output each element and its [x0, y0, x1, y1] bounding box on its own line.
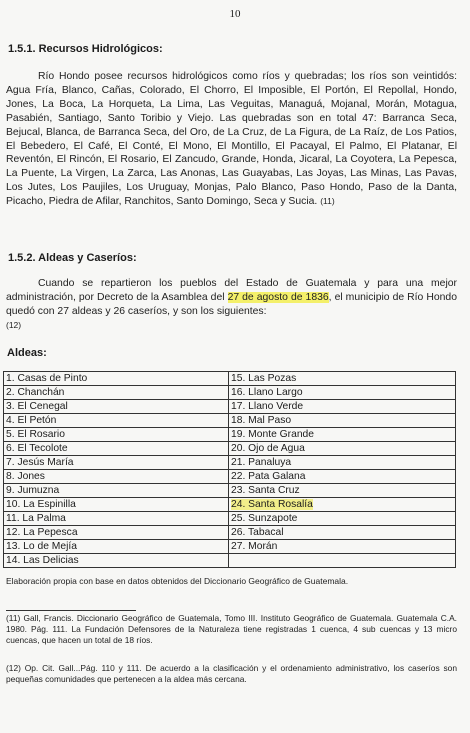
- aldea-cell: [4, 498, 229, 512]
- aldea-cell: [4, 456, 229, 470]
- footnote-ref-12: (12): [6, 319, 22, 330]
- aldea-cell: [4, 540, 229, 554]
- footnote-12: (12) Op. Cit. Gall...Pág. 110 y 111. De acuerdo a la clasificación y el ordenamiento administrativo, los caseríos son pequeñas comunidades que pertenecen a la aldea más cercana.: [6, 663, 457, 684]
- aldeas-table: [3, 371, 456, 568]
- table-row: [4, 470, 456, 484]
- section-text-aldeas-caserios: [6, 277, 457, 333]
- aldea-cell: [4, 428, 229, 442]
- aldea-name: 22. Pata Galana: [231, 471, 306, 482]
- aldea-name: 26. Tabacal: [231, 527, 284, 538]
- aldea-name: 7. Jesús María: [6, 457, 74, 468]
- aldea-name: 12. La Pepesca: [6, 527, 78, 538]
- aldea-cell: [4, 400, 229, 414]
- aldea-name: 15. Las Pozas: [231, 373, 297, 384]
- aldeas-text-before: Cuando se repartieron los pueblos del Estado de Guatemala y para una mejor administración, por Decreto de la Asamblea del: [6, 278, 457, 303]
- aldea-name: 24. Santa Rosalía: [231, 499, 313, 510]
- aldea-cell: [229, 414, 456, 428]
- aldea-name: 16. Llano Largo: [231, 387, 303, 398]
- aldea-cell: [229, 470, 456, 484]
- aldea-cell: [229, 526, 456, 540]
- table-row: [4, 442, 456, 456]
- hidro-text: Río Hondo posee recursos hidrológicos como ríos y quebradas; los ríos son veintidós: Agua Fría, Blanco, Cañas, Colorado, El Chorro, El Imposible, El Portón, El Repollal, Hondo, Jones, La Boca, La Horqueta, La Lima, Las Veguitas, Managuá, Mojanal, Morán, Motagua, Pasabién, Santiago, Santo Toribio y Viejo. Las quebradas son en total 47: Barranca Seca, Bejucal, Blanca, de Barranca Seca, del Oro, de La Cruz, de La Figura, de La Raíz, de Los Patios, El Bebedero, El Café, El Conté, El Mono, El Montillo, El Pacayal, El Palmo, El Platanar, El Reventón, El Rincón, El Rosario, El Zancudo, Grande, Honda, Jicaral, La Coyotera, La Pepesca, La Puente, La Virgen, La Zarca, Las Anonas, Las Guayabas, Las Joyas, Las Minas, Las Pavas, Los Jutes, Los Paujiles, Los Uruguay, Monjas, Palo Blanco, Paso Hondo, Paso de la Danta, Picacho, Piedra de Afilar, Ranchitos, Santo Domingo, Seca y Sucia.: [6, 71, 457, 208]
- footnote-ref-11: (11): [320, 196, 335, 207]
- aldea-cell: [229, 442, 456, 456]
- aldea-cell: [229, 386, 456, 400]
- aldea-cell: [229, 540, 456, 554]
- aldeas-table-body: [4, 372, 456, 568]
- aldea-cell: [229, 512, 456, 526]
- aldea-cell: [4, 554, 229, 568]
- aldea-cell: [4, 386, 229, 400]
- table-source-note: Elaboración propia con base en datos obtenidos del Diccionario Geográfico de Guatemala.: [6, 576, 349, 586]
- table-row: [4, 372, 456, 386]
- table-row: [4, 456, 456, 470]
- section-heading-aldeas-caserios: 1.5.2. Aldeas y Caseríos:: [8, 252, 137, 264]
- aldea-cell: [4, 512, 229, 526]
- aldea-cell: [229, 456, 456, 470]
- table-row: [4, 386, 456, 400]
- footnote-11: (11) Gall, Francis. Diccionario Geográfico de Guatemala, Tomo III. Instituto Geográfico de Guatemala. Guatemala C.A. 1980. Pág. 111. La Fundación Defensores de la Naturaleza tiene registradas 1 cuenca, 4 sub cuencas y 13 micro cuencas, que hacen un total de 18 ríos.: [6, 613, 457, 645]
- section-heading-recursos-hidrologicos: 1.5.1. Recursos Hidrológicos:: [8, 43, 163, 55]
- aldea-cell: [229, 498, 456, 512]
- highlighted-date: 27 de agosto de 1836: [227, 291, 329, 303]
- aldea-name: 14. Las Delicias: [6, 555, 79, 566]
- aldea-name: 25. Sunzapote: [231, 513, 298, 524]
- aldeas-text-after: , el municipio de Río Hondo quedó con 27 aldeas y 26 caseríos, y son los siguientes:: [6, 291, 457, 317]
- aldea-name: 9. Jumuzna: [6, 485, 60, 496]
- aldea-name: 19. Monte Grande: [231, 429, 314, 440]
- aldea-name: 4. El Petón: [6, 415, 57, 426]
- aldea-name: 5. El Rosario: [6, 429, 65, 440]
- section-text-recursos-hidrologicos: [6, 70, 457, 209]
- aldea-cell: [4, 372, 229, 386]
- table-row: [4, 498, 456, 512]
- table-row: [4, 414, 456, 428]
- aldea-cell: [229, 400, 456, 414]
- aldea-cell: [4, 470, 229, 484]
- aldea-name: 23. Santa Cruz: [231, 485, 300, 496]
- page-number: 10: [229, 8, 241, 20]
- table-row: [4, 526, 456, 540]
- aldea-cell: [229, 484, 456, 498]
- aldea-name: 13. Lo de Mejía: [6, 541, 77, 552]
- footnote-divider: [6, 610, 136, 611]
- aldea-name: 8. Jones: [6, 471, 45, 482]
- aldea-name: 11. La Palma: [6, 513, 66, 524]
- aldea-name: 21. Panaluya: [231, 457, 292, 468]
- aldea-name: 18. Mal Paso: [231, 415, 292, 426]
- aldea-cell: [229, 372, 456, 386]
- table-row: [4, 484, 456, 498]
- table-row: [4, 540, 456, 554]
- table-row: [4, 400, 456, 414]
- aldea-name: 27. Morán: [231, 541, 278, 552]
- aldea-cell: [4, 484, 229, 498]
- table-row: [4, 428, 456, 442]
- aldea-name: 3. El Cenegal: [6, 401, 68, 412]
- aldea-cell: [4, 526, 229, 540]
- aldea-name: 20. Ojo de Agua: [231, 443, 305, 454]
- aldea-name: 2. Chanchán: [6, 387, 65, 398]
- aldea-name: 17. Llano Verde: [231, 401, 304, 412]
- aldea-cell: [229, 428, 456, 442]
- aldea-name: 1. Casas de Pinto: [6, 373, 88, 384]
- aldea-name: 6. El Tecolote: [6, 443, 68, 454]
- table-row: [4, 554, 456, 568]
- aldea-cell: [4, 442, 229, 456]
- aldeas-label: Aldeas:: [7, 347, 47, 359]
- aldea-cell: [229, 554, 456, 568]
- table-row: [4, 512, 456, 526]
- aldea-name: 10. La Espinilla: [6, 499, 76, 510]
- aldea-cell: [4, 414, 229, 428]
